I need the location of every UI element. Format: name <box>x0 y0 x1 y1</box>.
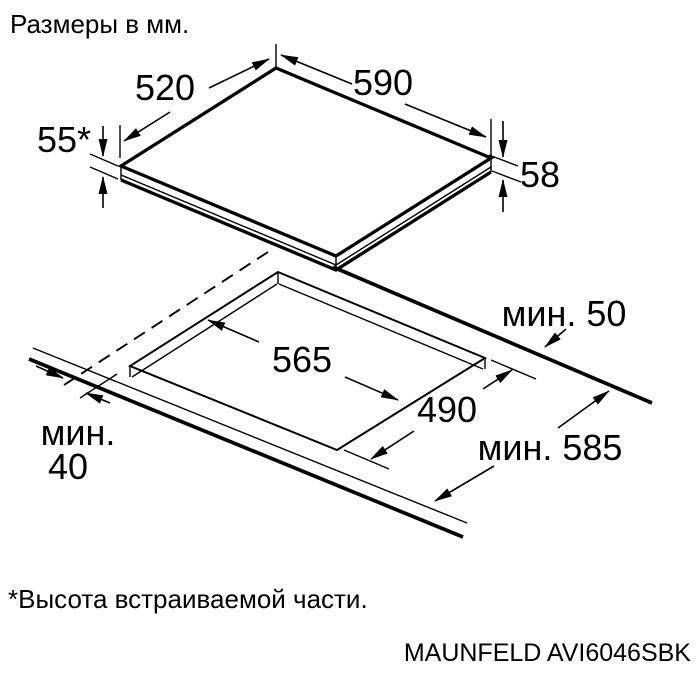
dim-line <box>371 431 414 459</box>
dim-label-55: 55* <box>36 119 92 160</box>
extension-line <box>491 360 536 379</box>
dim-label-min50: мин. 50 <box>501 293 627 334</box>
dimension-min-side-clearance <box>36 366 117 487</box>
tick <box>90 154 118 166</box>
footnote: *Высота встраиваемой части. <box>8 584 368 614</box>
extension-line <box>344 450 389 469</box>
dimension-min-back-clearance <box>502 293 627 347</box>
dim-label-520: 520 <box>134 67 196 108</box>
dim-line <box>435 466 494 501</box>
dim-label-min40-value: 40 <box>47 446 89 487</box>
dim-label-590: 590 <box>352 62 414 103</box>
dim-line <box>86 393 110 403</box>
dim-label-min585: мин. 585 <box>477 427 623 468</box>
dimension-built-in-height <box>37 119 118 208</box>
model-name: MAUNFELD AVI6046SBK <box>403 639 691 667</box>
tick <box>492 171 521 182</box>
units-note: Размеры в мм. <box>10 9 190 39</box>
dim-line <box>483 370 512 389</box>
dimension-edge-height <box>489 121 560 212</box>
tick <box>90 167 118 179</box>
dim-label-58: 58 <box>519 154 561 195</box>
dim-line <box>558 391 609 428</box>
dim-label-565: 565 <box>271 339 333 380</box>
dim-line <box>124 112 170 141</box>
dim-label-490: 490 <box>416 389 478 430</box>
dim-label-min40-word: мин. <box>40 412 116 453</box>
